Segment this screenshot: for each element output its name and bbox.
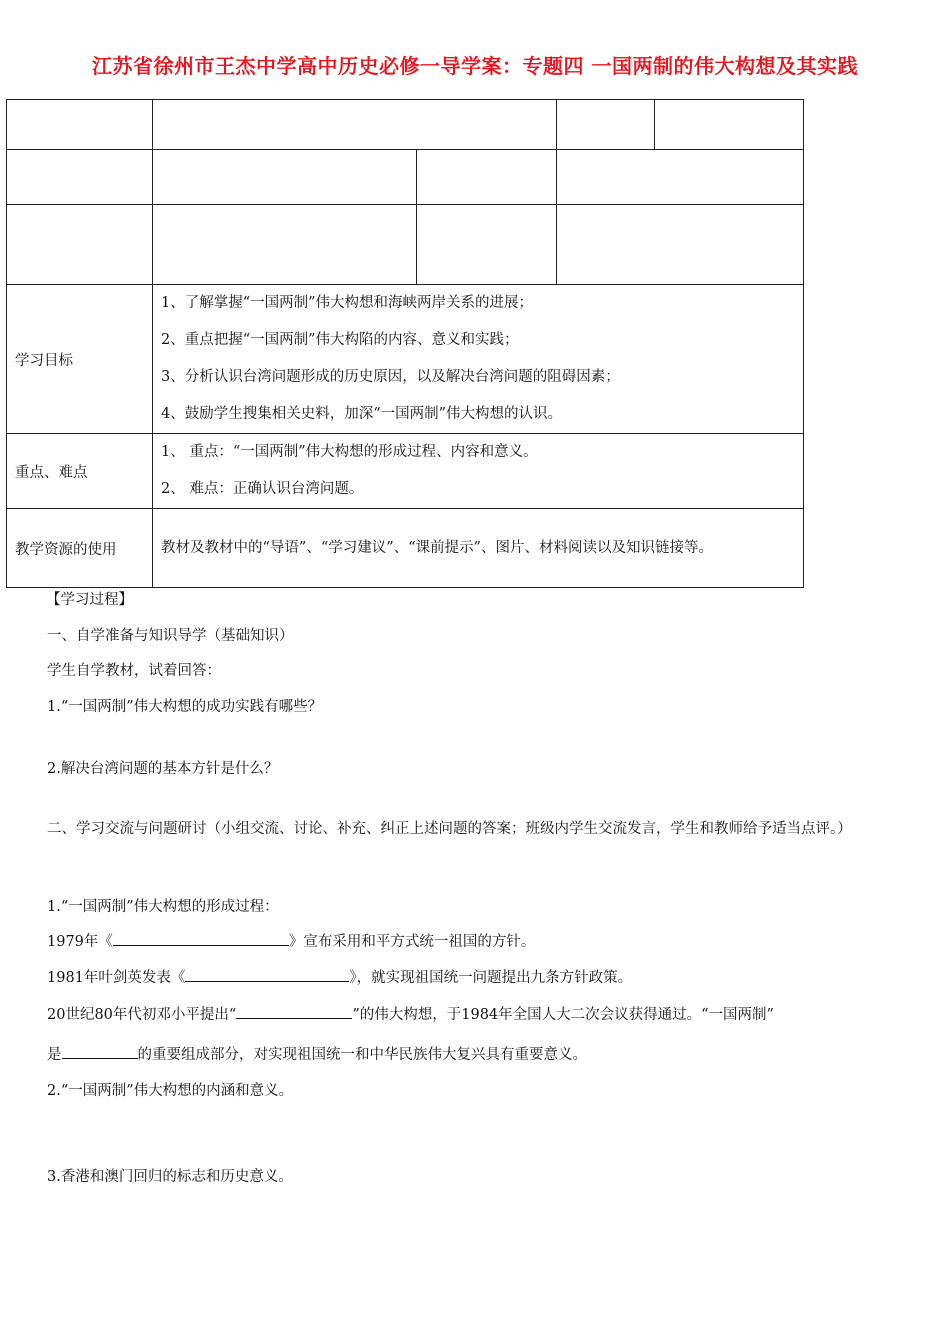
goal-item: 2、重点把握“一国两制”伟大构陷的内容、意义和实践； (161, 332, 519, 348)
line-1981-prefix: 1981年叶剑英发表《 (47, 970, 186, 986)
fill-blank-concept[interactable] (236, 1003, 352, 1019)
blank-cell (7, 150, 153, 205)
blank-cell (417, 150, 557, 205)
part-3-title: 3.香港和澳门回归的标志和历史意义。 (47, 1169, 293, 1185)
blank-row (7, 150, 804, 205)
fill-blank-1979[interactable] (113, 930, 289, 946)
line-80s (47, 1003, 774, 1024)
line-1979-prefix: 1979年《 (47, 934, 113, 950)
line-80s-suffix: ”的伟大构想，于1984年全国人大二次会议获得通过。“一国两制” (352, 1007, 774, 1023)
line-80s-prefix: 20世纪80年代初邓小平提出“ (47, 1007, 237, 1023)
blank-cell (557, 205, 804, 285)
blank-cell (153, 205, 417, 285)
question-2: 2.解决台湾问题的基本方针是什么？ (47, 761, 279, 777)
intro-text: 学生自学教材，试着回答： (47, 663, 221, 679)
fill-blank-1981[interactable] (185, 966, 349, 982)
section-2-heading: 二、学习交流与问题研讨（小组交流、讨论、补充、纠正上述问题的答案；班级内学生交流发言，学生和教师给予适当点评。） (47, 821, 852, 837)
resources-label: 教学资源的使用 (7, 509, 153, 588)
blank-cell (417, 205, 557, 285)
key-item: 2、 难点：正确认识台湾问题。 (161, 481, 364, 497)
line-shi-suffix: 的重要组成部分，对实现祖国统一和中华民族伟大复兴具有重要意义。 (137, 1047, 587, 1063)
blank-cell (557, 150, 804, 205)
key-cell (153, 434, 804, 509)
blank-cell (655, 100, 804, 150)
line-1979-suffix: 》宣布采用和平方式统一祖国的方针。 (288, 934, 536, 950)
line-shi (47, 1043, 587, 1064)
goal-item: 3、分析认识台湾问题形成的历史原因，以及解决台湾问题的阻碍因素； (161, 369, 620, 385)
goal-item: 4、鼓励学生搜集相关史料，加深“一国两制”伟大构想的认识。 (161, 406, 563, 422)
key-row (7, 434, 804, 509)
part-1-title: 1.“一国两制”伟大构想的形成过程： (47, 899, 279, 915)
fill-blank-component[interactable] (62, 1043, 138, 1059)
goal-item: 1、了解掌握“一国两制”伟大构想和海峡两岸关系的进展； (161, 295, 534, 311)
blank-cell (557, 100, 655, 150)
line-1981 (47, 966, 632, 987)
part-2-title: 2.“一国两制”伟大构想的内涵和意义。 (47, 1083, 294, 1099)
goals-label: 学习目标 (7, 285, 153, 434)
resources-row (7, 509, 804, 588)
blank-cell (153, 150, 417, 205)
blank-cell (153, 100, 557, 150)
line-1981-suffix: 》，就实现祖国统一问题提出九条方针政策。 (349, 970, 633, 986)
goals-row (7, 285, 804, 434)
line-1979 (47, 930, 535, 951)
blank-cell (7, 100, 153, 150)
blank-row (7, 100, 804, 150)
key-item: 1、 重点：“一国两制”伟大构想的形成过程、内容和意义。 (161, 444, 538, 460)
blank-row (7, 205, 804, 285)
resources-cell: 教材及教材中的“导语”、“学习建议”、“课前提示”、图片、材料阅读以及知识链接等。 (153, 509, 804, 588)
line-shi-prefix: 是 (47, 1047, 62, 1063)
blank-cell (7, 205, 153, 285)
page-title: 江苏省徐州市王杰中学高中历史必修一导学案：专题四 一国两制的伟大构想及其实践 (92, 54, 858, 78)
question-1: 1.“一国两制”伟大构想的成功实践有哪些？ (47, 699, 323, 715)
process-heading: 【学习过程】 (46, 592, 133, 608)
info-table (6, 99, 804, 588)
key-label: 重点、难点 (7, 434, 153, 509)
goals-cell (153, 285, 804, 434)
section-1-heading: 一、自学准备与知识导学（基础知识） (47, 628, 294, 644)
